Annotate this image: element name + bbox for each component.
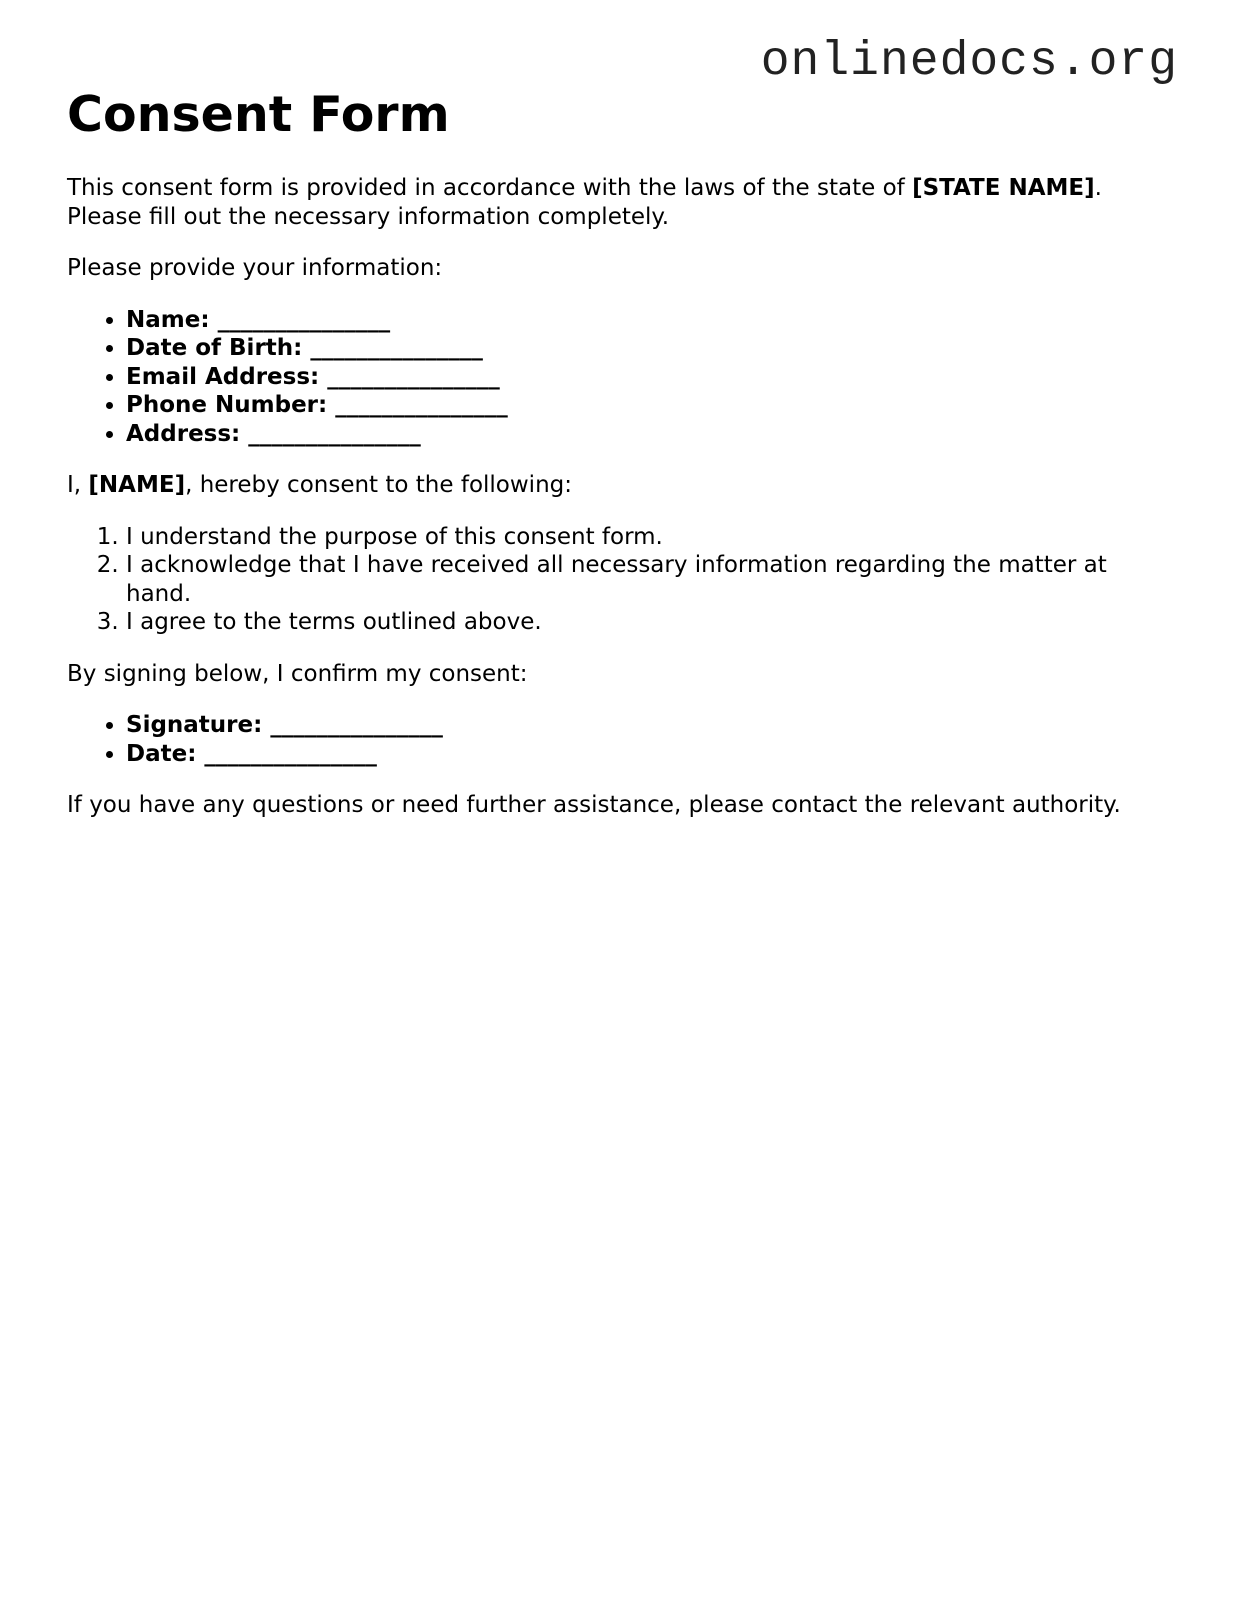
field-label: Address: — [126, 420, 241, 447]
consent-item: 3. I agree to the terms outlined above. — [126, 608, 1177, 637]
page-title: Consent Form — [67, 86, 450, 143]
site-watermark: onlinedocs.org — [760, 35, 1178, 89]
document-body — [67, 174, 1177, 843]
signing-field-list — [67, 711, 1177, 768]
info-field-address — [126, 420, 1177, 449]
field-blank: _______________ — [310, 335, 483, 361]
info-field-email — [126, 363, 1177, 392]
intro-line2: Please fill out the necessary information completely. — [67, 203, 670, 230]
field-label: Name: — [126, 306, 210, 333]
signing-prompt: By signing below, I confirm my consent: — [67, 660, 528, 687]
consent-item-list — [67, 523, 1177, 637]
info-field-name — [126, 306, 1177, 335]
field-label: Date of Birth: — [126, 335, 303, 361]
field-blank: _______________ — [217, 306, 391, 333]
intro-suffix: . — [1094, 175, 1102, 201]
info-field-list — [67, 306, 1177, 449]
info-field-dob — [126, 334, 1177, 363]
field-label: Phone Number: — [126, 392, 328, 418]
consent-item: 2. I acknowledge that I have received all necessary information regarding the matter at hand. — [126, 551, 1177, 608]
consent-prefix: I, — [67, 472, 89, 498]
intro-paragraph — [67, 174, 1177, 231]
field-label: Email Address: — [126, 363, 320, 390]
signing-field-signature — [126, 711, 1177, 740]
info-prompt: Please provide your information: — [67, 255, 443, 281]
state-placeholder: [STATE NAME] — [912, 175, 1095, 201]
field-blank: _______________ — [248, 420, 421, 447]
field-blank: _______________ — [204, 740, 377, 767]
consent-item: 1. I understand the purpose of this consent form. — [126, 523, 1177, 552]
name-placeholder: [NAME] — [88, 472, 186, 498]
intro-prefix: This consent form is provided in accordance with the laws of the state of — [67, 175, 913, 201]
consent-intro — [67, 471, 1177, 500]
consent-suffix: , hereby consent to the following: — [185, 472, 572, 498]
field-label: Date: — [126, 740, 197, 767]
field-blank: _______________ — [335, 392, 508, 418]
field-blank: _______________ — [327, 363, 500, 390]
field-blank: _______________ — [270, 712, 443, 738]
signing-field-date — [126, 740, 1177, 769]
info-field-phone — [126, 391, 1177, 420]
closing-paragraph: If you have any questions or need further assistance, please contact the relevant authority. — [67, 792, 1121, 818]
field-label: Signature: — [126, 712, 263, 738]
